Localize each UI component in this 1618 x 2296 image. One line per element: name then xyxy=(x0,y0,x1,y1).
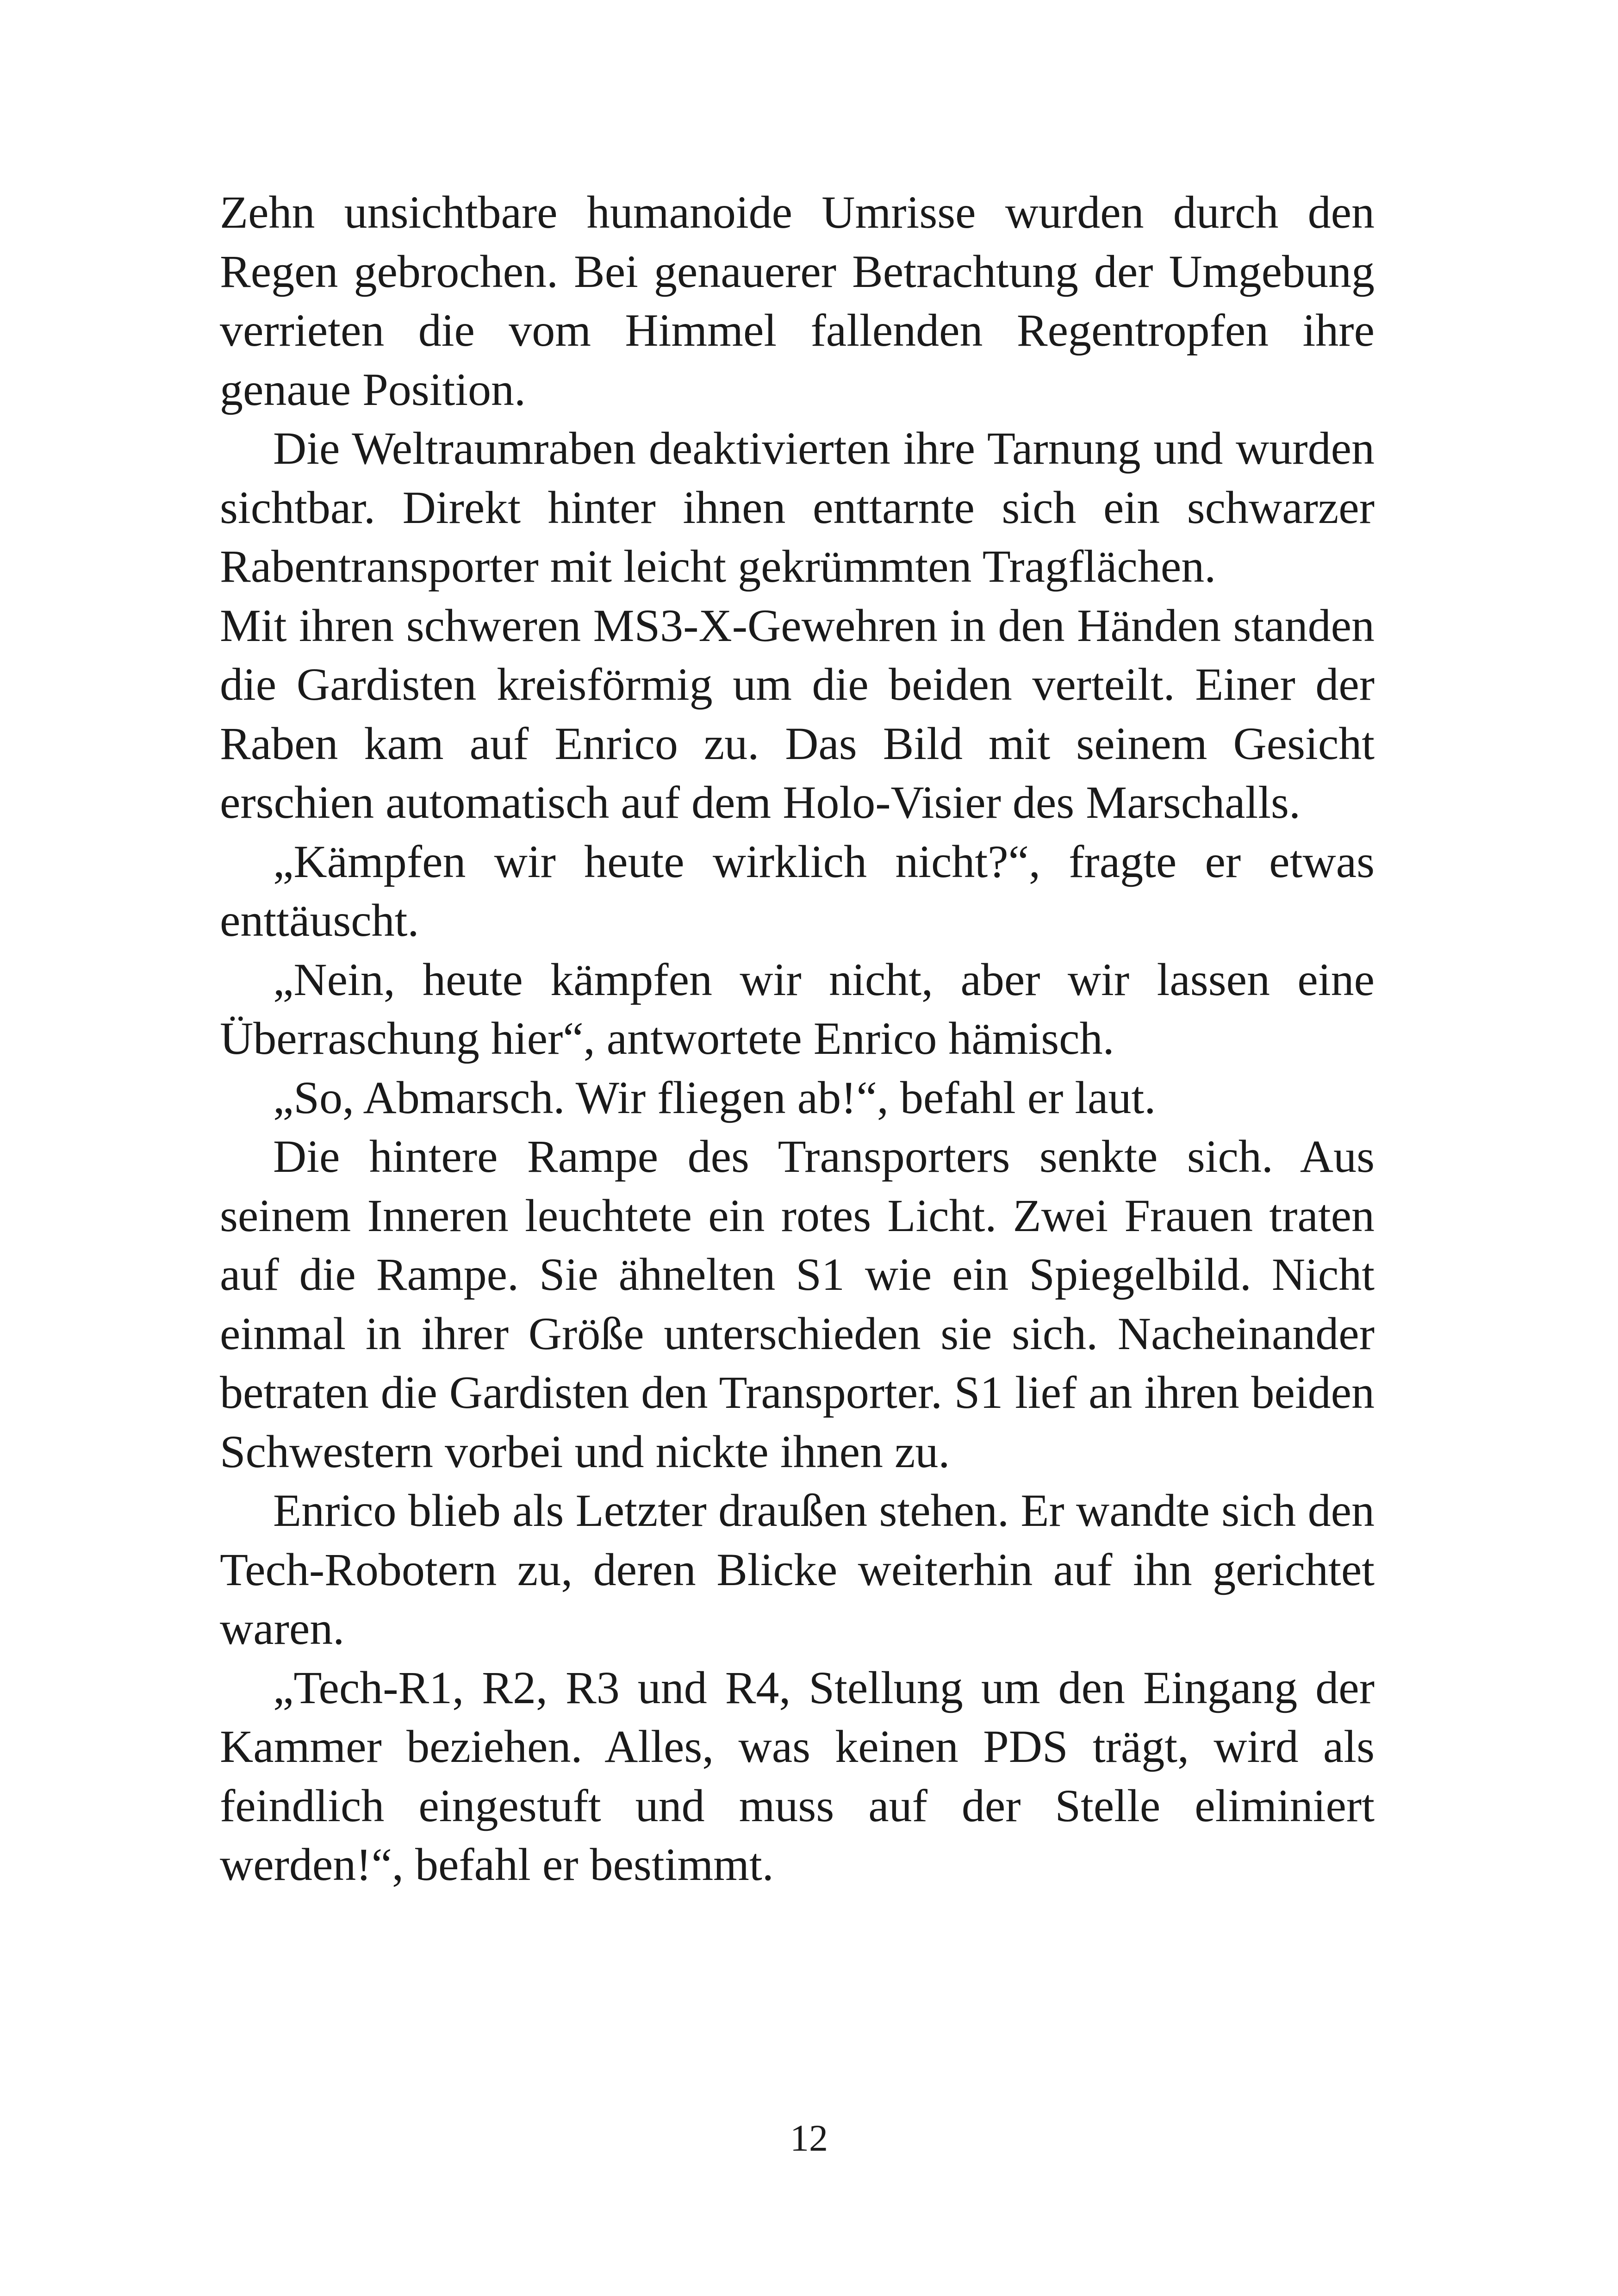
paragraph-3: Mit ihren schweren MS3-X-Gewehren in den Händen standen die Gardisten kreisförmig um die beiden verteilt. Einer der Raben kam auf Enrico zu. Das Bild mit seinem Gesicht erschien automatisch auf dem Holo-Visier des Marschalls. xyxy=(220,599,1375,828)
body-text xyxy=(220,183,1375,1894)
paragraph-2: Die Weltraumraben deaktivierten ihre Tarnung und wurden sichtbar. Direkt hinter ihnen enttarnte sich ein schwarzer Rabentransporter mit leicht gekrümmten Tragflächen. xyxy=(220,423,1375,592)
paragraph-7: Die hintere Rampe des Transporters senkte sich. Aus seinem Inneren leuchtete ein rotes Licht. Zwei Frauen traten auf die Rampe. Sie ähnelten S1 wie ein Spiegelbild. Nicht einmal in ihrer Größe unterschieden sie sich. Nacheinander betraten die Gardisten den Transporter. S1 lief an ihren beiden Schwestern vorbei und nickte ihnen zu. xyxy=(220,1131,1375,1477)
paragraph-8: Enrico blieb als Letzter draußen stehen. Er wandte sich den Tech-Robotern zu, deren Blicke weiterhin auf ihn gerichtet waren. xyxy=(220,1485,1375,1654)
paragraph-1: Zehn unsichtbare humanoide Umrisse wurden durch den Regen gebrochen. Bei genauerer Betrachtung der Umgebung verrieten die vom Himmel fallenden Regentropfen ihre genaue Position. xyxy=(220,187,1375,415)
paragraph-6: „So, Abmarsch. Wir fliegen ab!“, befahl er laut. xyxy=(273,1071,1156,1123)
paragraph-5: „Nein, heute kämpfen wir nicht, aber wir lassen eine Überraschung hier“, antwortete Enrico hämisch. xyxy=(220,953,1375,1064)
page-number: 12 xyxy=(790,2117,828,2159)
paragraph-4: „Kämpfen wir heute wirklich nicht?“, fragte er etwas enttäuscht. xyxy=(220,835,1375,946)
paragraph-9: „Tech-R1, R2, R3 und R4, Stellung um den Eingang der Kammer beziehen. Alles, was keinen PDS trägt, wird als feindlich eingestuft und muss auf der Stelle eliminiert werden!“, befahl er bestimmt. xyxy=(220,1661,1375,1890)
